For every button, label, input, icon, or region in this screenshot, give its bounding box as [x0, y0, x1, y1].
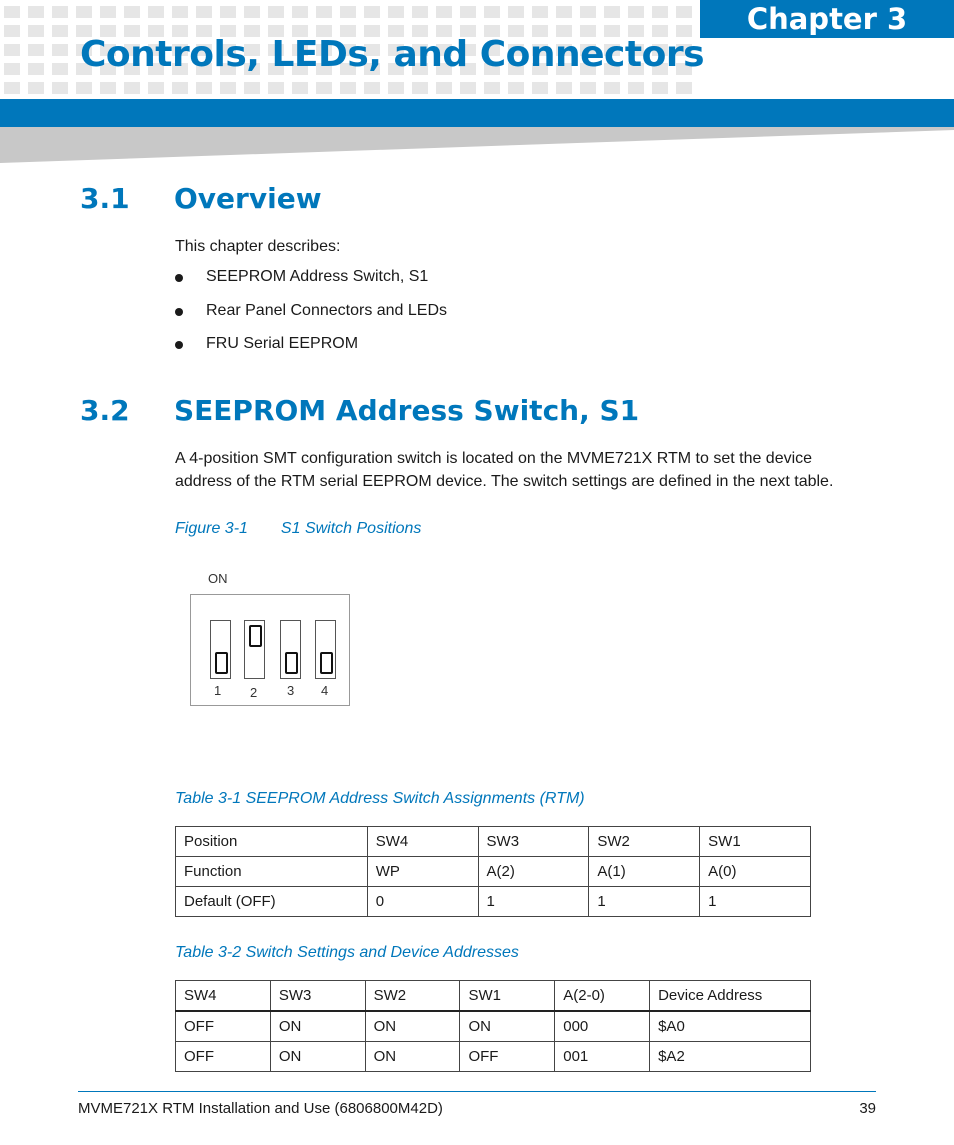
pattern-tile: [28, 82, 44, 94]
section-number: 3.2: [80, 394, 130, 427]
switch-knob: [249, 625, 262, 647]
switch-knob: [285, 652, 298, 674]
pattern-tile: [148, 82, 164, 94]
table-cell: $A2: [650, 1042, 811, 1072]
table-cell: A(2): [478, 857, 589, 887]
pattern-tile: [532, 6, 548, 18]
pattern-tile: [76, 82, 92, 94]
table-cell: $A0: [650, 1011, 811, 1042]
table-caption: Table 3-1 SEEPROM Address Switch Assignments (RTM): [175, 790, 585, 807]
chapter-tab: Chapter 3: [700, 0, 954, 38]
table-cell: A(1): [589, 857, 700, 887]
page-title: Controls, LEDs, and Connectors: [80, 34, 705, 75]
pattern-tile: [172, 6, 188, 18]
table-cell: SW1: [700, 827, 811, 857]
paragraph-line: address of the RTM serial EEPROM device. The switch settings are defined in the next table.: [175, 473, 834, 490]
table-cell: Default (OFF): [176, 887, 368, 917]
table-cell: OFF: [176, 1042, 271, 1072]
pattern-tile: [436, 6, 452, 18]
footer-page-number: 39: [859, 1100, 876, 1117]
bullet-icon: [175, 341, 183, 349]
switch-number: 2: [250, 685, 258, 700]
table-cell: A(0): [700, 857, 811, 887]
table-cell: ON: [270, 1042, 365, 1072]
pattern-tile: [52, 82, 68, 94]
header-wedge: [0, 127, 954, 163]
table-cell: ON: [365, 1011, 460, 1042]
pattern-tile: [508, 82, 524, 94]
section-number: 3.1: [80, 182, 130, 215]
switch-2: [244, 620, 265, 679]
body-paragraph: [175, 447, 833, 493]
pattern-tile: [556, 82, 572, 94]
pattern-tile: [28, 44, 44, 56]
pattern-tile: [172, 82, 188, 94]
device-addresses-table: [175, 980, 811, 1072]
pattern-tile: [124, 6, 140, 18]
table-row: [176, 1042, 811, 1072]
switch-4: [315, 620, 336, 679]
table-cell: OFF: [176, 1011, 271, 1042]
switch-on-label: ON: [208, 571, 228, 586]
pattern-tile: [604, 82, 620, 94]
pattern-tile: [460, 82, 476, 94]
table-row: [176, 857, 811, 887]
pattern-tile: [388, 82, 404, 94]
table-row: [176, 827, 811, 857]
footer-doc-title: MVME721X RTM Installation and Use (6806800M42D): [78, 1100, 443, 1117]
pattern-tile: [28, 6, 44, 18]
list-item-text: SEEPROM Address Switch, S1: [206, 268, 429, 285]
table-cell: Position: [176, 827, 368, 857]
intro-text: This chapter describes:: [175, 238, 341, 255]
pattern-tile: [652, 82, 668, 94]
switch-number: 3: [287, 683, 295, 698]
pattern-tile: [220, 82, 236, 94]
table-header-row: [176, 981, 811, 1012]
pattern-tile: [244, 6, 260, 18]
pattern-tile: [556, 6, 572, 18]
pattern-tile: [364, 6, 380, 18]
table-cell: 1: [700, 887, 811, 917]
pattern-tile: [52, 44, 68, 56]
figure-title: S1 Switch Positions: [280, 520, 422, 537]
table-cell: ON: [460, 1011, 555, 1042]
pattern-tile: [196, 82, 212, 94]
bullet-icon: [175, 274, 183, 282]
pattern-tile: [652, 6, 668, 18]
footer-rule: [78, 1091, 876, 1092]
table-cell: 0: [367, 887, 478, 917]
table-row: [176, 1011, 811, 1042]
pattern-tile: [460, 6, 476, 18]
pattern-tile: [220, 6, 236, 18]
pattern-tile: [4, 6, 20, 18]
pattern-tile: [268, 82, 284, 94]
pattern-tile: [292, 82, 308, 94]
figure-label: Figure 3-1: [175, 520, 248, 537]
pattern-tile: [52, 25, 68, 37]
table-cell: WP: [367, 857, 478, 887]
pattern-tile: [316, 6, 332, 18]
pattern-tile: [52, 63, 68, 75]
pattern-tile: [484, 82, 500, 94]
table-header-cell: SW4: [176, 981, 271, 1012]
switch-number: 1: [214, 683, 222, 698]
table-caption: Table 3-2 Switch Settings and Device Addresses: [175, 944, 519, 961]
pattern-tile: [244, 82, 260, 94]
list-item-text: Rear Panel Connectors and LEDs: [206, 302, 448, 319]
pattern-tile: [388, 6, 404, 18]
table-header-cell: SW3: [270, 981, 365, 1012]
table-header-cell: SW1: [460, 981, 555, 1012]
table-cell: SW3: [478, 827, 589, 857]
dip-switch-figure: [190, 594, 350, 706]
pattern-tile: [4, 63, 20, 75]
pattern-tile: [412, 6, 428, 18]
pattern-tile: [4, 25, 20, 37]
pattern-tile: [484, 6, 500, 18]
pattern-tile: [52, 6, 68, 18]
pattern-tile: [412, 82, 428, 94]
table-cell: 000: [555, 1011, 650, 1042]
table-row: [176, 887, 811, 917]
table-cell: 1: [589, 887, 700, 917]
pattern-tile: [28, 25, 44, 37]
pattern-tile: [28, 63, 44, 75]
pattern-tile: [100, 6, 116, 18]
switch-number: 4: [321, 683, 329, 698]
pattern-tile: [76, 6, 92, 18]
pattern-tile: [436, 82, 452, 94]
pattern-tile: [124, 82, 140, 94]
figure-caption: [175, 520, 421, 538]
table-header-cell: A(2-0): [555, 981, 650, 1012]
table-cell: ON: [365, 1042, 460, 1072]
pattern-tile: [268, 6, 284, 18]
table-cell: ON: [270, 1011, 365, 1042]
paragraph-line: A 4-position SMT configuration switch is located on the MVME721X RTM to set the device: [175, 450, 813, 467]
table-header-cell: Device Address: [650, 981, 811, 1012]
pattern-tile: [196, 6, 212, 18]
pattern-tile: [580, 82, 596, 94]
section-title: Overview: [174, 182, 322, 215]
switch-knob: [215, 652, 228, 674]
switch-1: [210, 620, 231, 679]
switch-knob: [320, 652, 333, 674]
pattern-tile: [676, 6, 692, 18]
list-item-text: FRU Serial EEPROM: [206, 335, 359, 352]
section-title: SEEPROM Address Switch, S1: [174, 394, 640, 427]
header-bar: [0, 99, 954, 127]
pattern-tile: [100, 82, 116, 94]
pattern-tile: [340, 82, 356, 94]
pattern-tile: [580, 6, 596, 18]
pattern-tile: [4, 44, 20, 56]
table-cell: Function: [176, 857, 368, 887]
table-cell: SW4: [367, 827, 478, 857]
bullet-icon: [175, 308, 183, 316]
pattern-tile: [508, 6, 524, 18]
pattern-tile: [628, 6, 644, 18]
pattern-tile: [532, 82, 548, 94]
pattern-tile: [4, 82, 20, 94]
switch-3: [280, 620, 301, 679]
pattern-tile: [340, 6, 356, 18]
table-cell: SW2: [589, 827, 700, 857]
table-header-cell: SW2: [365, 981, 460, 1012]
table-cell: 001: [555, 1042, 650, 1072]
pattern-tile: [364, 82, 380, 94]
switch-assignments-table: [175, 826, 811, 917]
pattern-tile: [148, 6, 164, 18]
table-cell: OFF: [460, 1042, 555, 1072]
pattern-tile: [292, 6, 308, 18]
pattern-tile: [628, 82, 644, 94]
pattern-tile: [604, 6, 620, 18]
pattern-tile: [676, 82, 692, 94]
pattern-tile: [316, 82, 332, 94]
table-cell: 1: [478, 887, 589, 917]
